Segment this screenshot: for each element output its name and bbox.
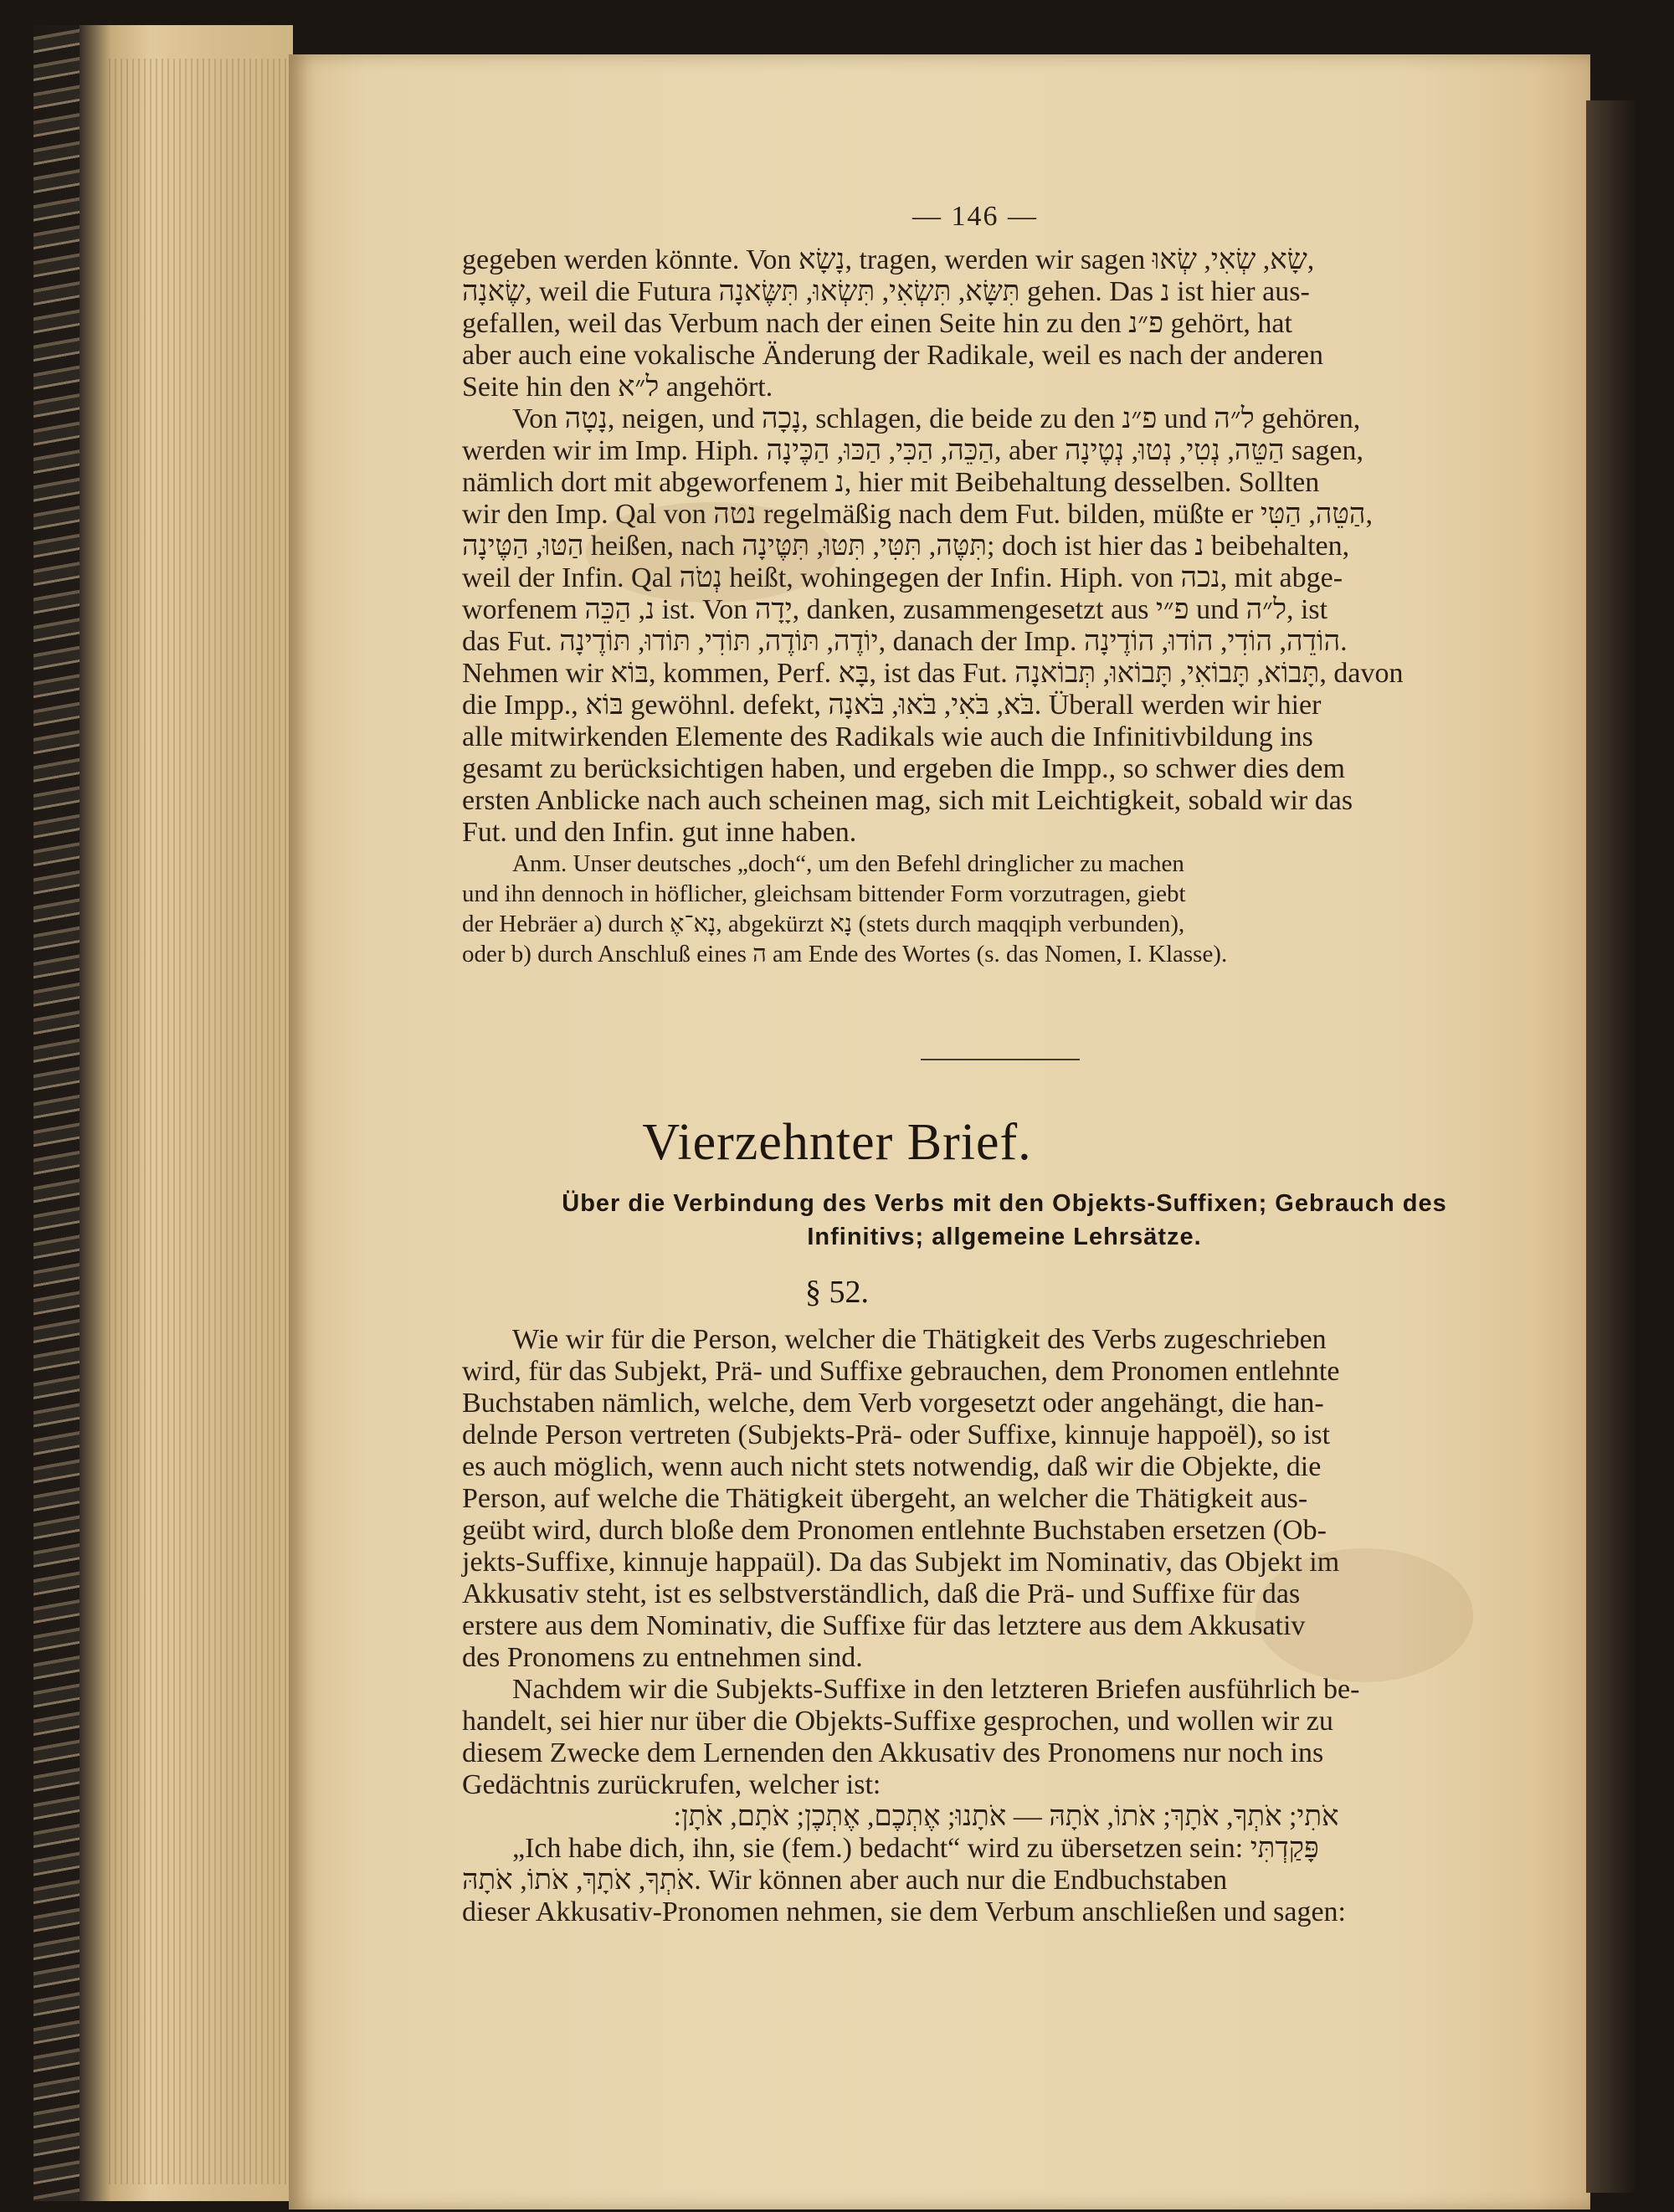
text-line: aber auch eine vokalische Änderung der Radikale, weil es nach der anderen xyxy=(462,340,1323,371)
text-line: delnde Person vertreten (Subjekts-Prä- oder Suffixe, kinnuje happoël), so ist xyxy=(462,1419,1331,1450)
text-line: אֹתְךָ, אֹתָךְ, אֹתוֹ, אֹתָהּ. Wir können aber auch nur die Endbuchstaben xyxy=(462,1865,1228,1896)
text-line: gegeben werden könnte. Von נָשָׂא, tragen, werden wir sagen שָׂא, שְׂאִי, שְׂאוּ, xyxy=(462,244,1315,275)
text-line: gesamt zu berücksichtigen haben, und ergeben die Impp., so schwer dies dem xyxy=(462,753,1345,784)
text-line: geübt wird, durch bloße dem Pronomen entlehnte Buchstaben ersetzen (Ob- xyxy=(462,1515,1327,1546)
footnote xyxy=(462,849,1550,879)
text-line: Nachdem wir die Subjekts-Suffixe in den letzteren Briefen ausführlich be- xyxy=(512,1674,1360,1705)
text-line: Buchstaben nämlich, welche, dem Verb vorgesetzt oder angehängt, die han- xyxy=(462,1388,1324,1419)
text-line: diesem Zwecke dem Lernenden den Akkusativ des Pronomens nur noch ins xyxy=(462,1737,1324,1768)
text-line: wird, für das Subjekt, Prä- und Suffixe gebrauchen, dem Pronomen entlehnte xyxy=(462,1356,1340,1387)
text-line: worfenem נ, הַכֵּה ist. Von יָדָה, danken, zusammengesetzt aus פ״י und ל״ה, ist xyxy=(462,594,1328,625)
note-line: und ihn dennoch in höflicher, gleichsam bittender Form vorzutragen, giebt xyxy=(462,880,1186,907)
text-line: Fut. und den Infin. gut inne haben. xyxy=(462,817,857,848)
text-line: alle mitwirkenden Elemente des Radikals wie auch die Infinitivbildung ins xyxy=(462,721,1313,752)
text-line: ersten Anblicke nach auch scheinen mag, sich mit Leichtigkeit, sobald wir das xyxy=(462,785,1353,816)
text-line: werden wir im Imp. Hiph. הַכֵּה, הַכִּי, הַכּוּ, הַכֶּינָה, aber הַטֵּה, נְטִי, נְטוּ, נְטֶינָה sagen, xyxy=(462,435,1363,466)
hebrew-pronoun-list: אֹתִי; אֹתְךָ, אֹתָךְ; אֹתוֹ, אֹתָהּ — אֹתָנוּ; אֶתְכֶם, אֶתְכֶן; אֹתָם, אֹתָן: xyxy=(673,1801,1339,1832)
subtitle-line: Über die Verbindung des Verbs mit den Objekts-Suffixen; Gebrauch des xyxy=(562,1190,1447,1217)
subtitle-line: Infinitivs; allgemeine Lehrsätze. xyxy=(807,1224,1202,1250)
text-line: Nehmen wir בּוֹא, kommen, Perf. בָּא, ist das Fut. תָּבוֹא, תָּבוֹאִי, תָּבוֹאוּ, תְּבוֹאנָה, davon xyxy=(462,658,1404,689)
chapter-title: Vierzehnter Brief. xyxy=(642,1114,1032,1171)
footnote-cont xyxy=(462,879,1550,969)
text-line: הַטּוּ, הַטֶּינָה heißen, nach תִּטֶּה, תִּטִּי, תִּטּוּ, תִּטֶּינָה; doch ist hier das נ beibehalten, xyxy=(462,531,1350,562)
text-line: weil der Infin. Qal נְטֹה heißt, wohingegen der Infin. Hiph. von נכה, mit abge- xyxy=(462,562,1343,593)
text-line: wir den Imp. Qal von נטה regelmäßig nach dem Fut. bilden, müßte er הַטֵּה, הַטִּי, xyxy=(462,499,1373,530)
chapter-subtitle xyxy=(452,1187,1557,1254)
text-line: die Impp., בּוֹא gewöhnl. defekt, בֹּא, בֹּאִי, בֹּאוּ, בֹּאנָה. Überall werden wir hier xyxy=(462,690,1322,721)
note-line: der Hebräer a) durch נָא־אֶ, abgekürzt נָא (stets durch maqqiph verbunden), xyxy=(462,911,1185,937)
text-line: שֶׂאנָה, weil die Futura תִּשָּׂא, תִּשְׂאִי, תִּשְׂאוּ, תִּשֶּׂאנָה gehen. Das נ ist hier aus- xyxy=(462,276,1310,307)
text-line: gefallen, weil das Verbum nach der einen Seite hin zu den פ״נ gehört, hat xyxy=(462,308,1292,339)
text-line: jekts-Suffixe, kinnuje happaül). Da das Subjekt im Nominativ, das Objekt im xyxy=(462,1547,1340,1578)
text-line: es auch möglich, wenn auch nicht stets notwendig, daß wir die Objekte, die xyxy=(462,1451,1322,1482)
text-line: Person, auf welche die Thätigkeit übergeht, an welcher die Thätigkeit aus- xyxy=(462,1483,1308,1514)
text-line: „Ich habe dich, ihn, sie (fem.) bedacht“ wird zu übersetzen sein: פָּקַדְתִּי xyxy=(512,1833,1319,1864)
main-text-top xyxy=(462,244,1550,969)
section-divider xyxy=(921,1059,1080,1060)
text-line: nämlich dort mit abgeworfenem נ, hier mit Beibehaltung desselben. Sollten xyxy=(462,467,1320,498)
text-line: Von נָטָה, neigen, und נָכָה, schlagen, die beide zu den פ״נ und ל״ה gehören, xyxy=(512,403,1361,434)
text-line: erstere aus dem Nominativ, die Suffixe für das letztere aus dem Akkusativ xyxy=(462,1610,1306,1641)
text-line: des Pronomens zu entnehmen sind. xyxy=(462,1642,863,1673)
text-line: handelt, sei hier nur über die Objekts-Suffixe gesprochen, und wollen wir zu xyxy=(462,1706,1333,1737)
note-line: Anm. Unser deutsches „doch“, um den Befehl dringlicher zu machen xyxy=(512,850,1184,877)
text-line: Wie wir für die Person, welcher die Thätigkeit des Verbs zugeschrieben xyxy=(512,1324,1327,1355)
text-line: Akkusativ steht, ist es selbstverständlich, daß die Prä- und Suffixe für das xyxy=(462,1578,1301,1609)
text-line: das Fut. יוֹדֶה, תּוֹדֶה, תּוֹדִי, תּוֹדוּ, תּוֹדֶינָה, danach der Imp. הוֹדֵה, הוֹדִי, הוֹדוּ, הוֹדֶינָה. xyxy=(462,626,1348,657)
text-line: Gedächtnis zurückrufen, welcher ist: xyxy=(462,1769,881,1800)
main-text-bottom xyxy=(462,1324,1550,1928)
note-line: oder b) durch Anschluß eines ה am Ende des Wortes (s. das Nomen, I. Klasse). xyxy=(462,941,1228,967)
section-number: § 52. xyxy=(805,1275,869,1310)
text-line: dieser Akkusativ-Pronomen nehmen, sie dem Verbum anschließen und sagen: xyxy=(462,1896,1346,1927)
text-line: Seite hin den ל״א angehört. xyxy=(462,372,773,403)
page-number: — 146 — xyxy=(912,201,1038,232)
